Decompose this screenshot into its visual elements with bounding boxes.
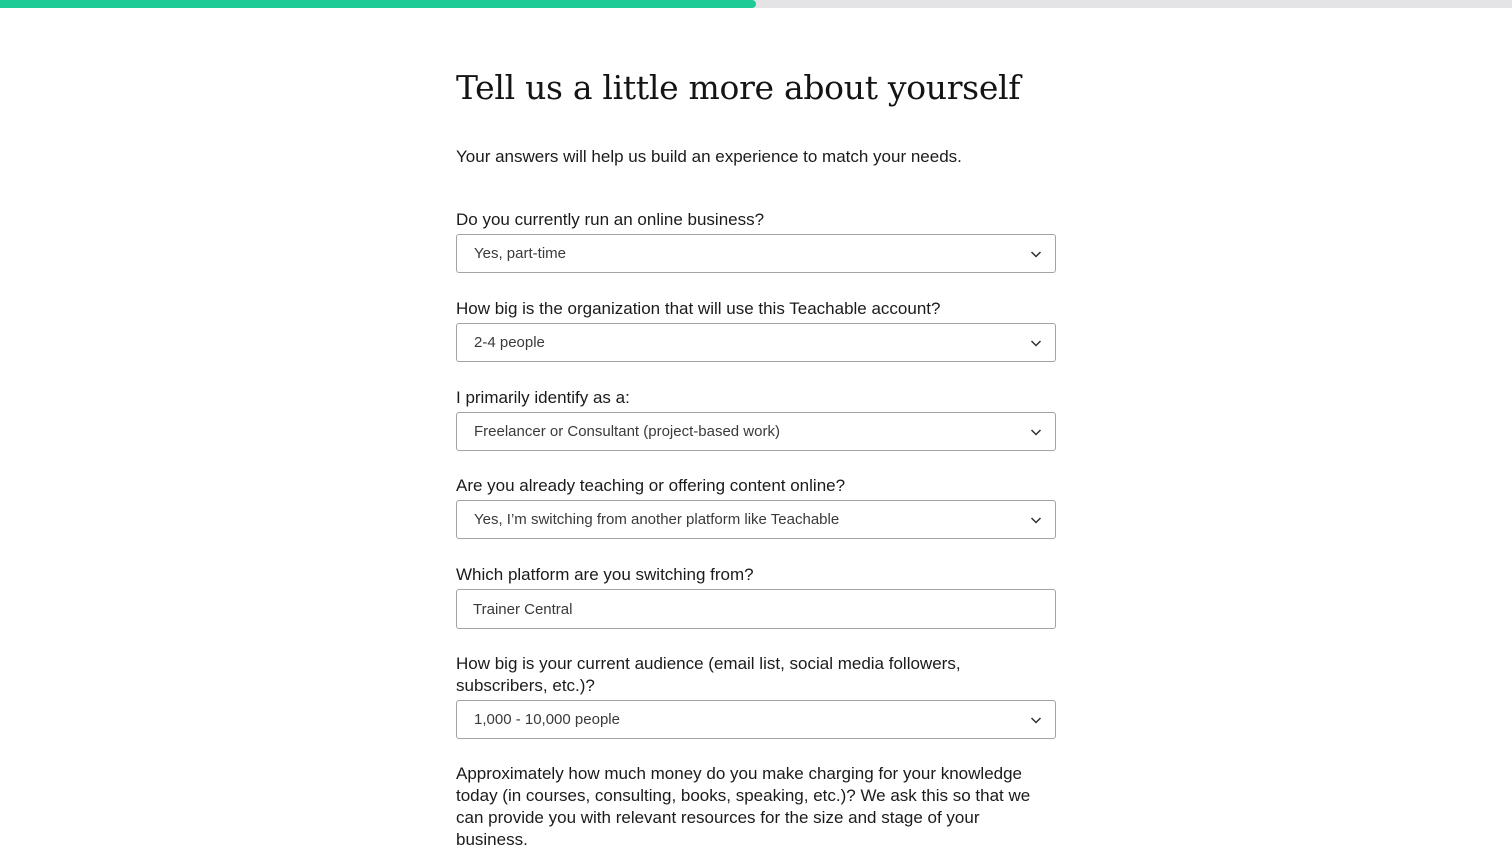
organization-size-select-value: 2-4 people bbox=[474, 334, 545, 351]
progress-bar bbox=[0, 0, 1512, 8]
audience-size-select-value: 1,000 - 10,000 people bbox=[474, 711, 620, 728]
identity-select[interactable] bbox=[456, 412, 1056, 451]
teaching-online-select[interactable] bbox=[456, 500, 1056, 539]
question-audience-size-label: How big is your current audience (email list, social media followers, subscribers, etc.)? bbox=[456, 654, 961, 695]
question-platform-label: Which platform are you switching from? bbox=[456, 565, 754, 584]
question-organization-size-label: How big is the organization that will use this Teachable account? bbox=[456, 299, 941, 318]
chevron-down-icon bbox=[1030, 714, 1042, 726]
audience-size-select[interactable] bbox=[456, 700, 1056, 739]
online-business-select-value: Yes, part-time bbox=[474, 245, 566, 262]
identity-select-value: Freelancer or Consultant (project-based work) bbox=[474, 423, 780, 440]
teaching-online-select-value: Yes, I’m switching from another platform like Teachable bbox=[474, 511, 840, 528]
chevron-down-icon bbox=[1030, 426, 1042, 438]
question-revenue-label: Approximately how much money do you make charging for your knowledge today (in courses, consulting, books, speaking, etc.)? We ask this so that we can provide you with relevant resources for the size and stage of your business. bbox=[456, 764, 1031, 849]
page-title: Tell us a little more about yourself bbox=[456, 68, 1021, 107]
chevron-down-icon bbox=[1030, 337, 1042, 349]
platform-text-input[interactable] bbox=[456, 589, 1056, 629]
chevron-down-icon bbox=[1030, 248, 1042, 260]
question-teaching-online-label: Are you already teaching or offering content online? bbox=[456, 476, 846, 495]
organization-size-select[interactable] bbox=[456, 323, 1056, 362]
question-identity-label: I primarily identify as a: bbox=[456, 388, 630, 407]
chevron-down-icon bbox=[1030, 514, 1042, 526]
progress-bar-fill bbox=[0, 0, 756, 8]
online-business-select[interactable] bbox=[456, 234, 1056, 273]
question-online-business-label: Do you currently run an online business? bbox=[456, 210, 765, 229]
page-subtitle: Your answers will help us build an experience to match your needs. bbox=[456, 147, 962, 166]
